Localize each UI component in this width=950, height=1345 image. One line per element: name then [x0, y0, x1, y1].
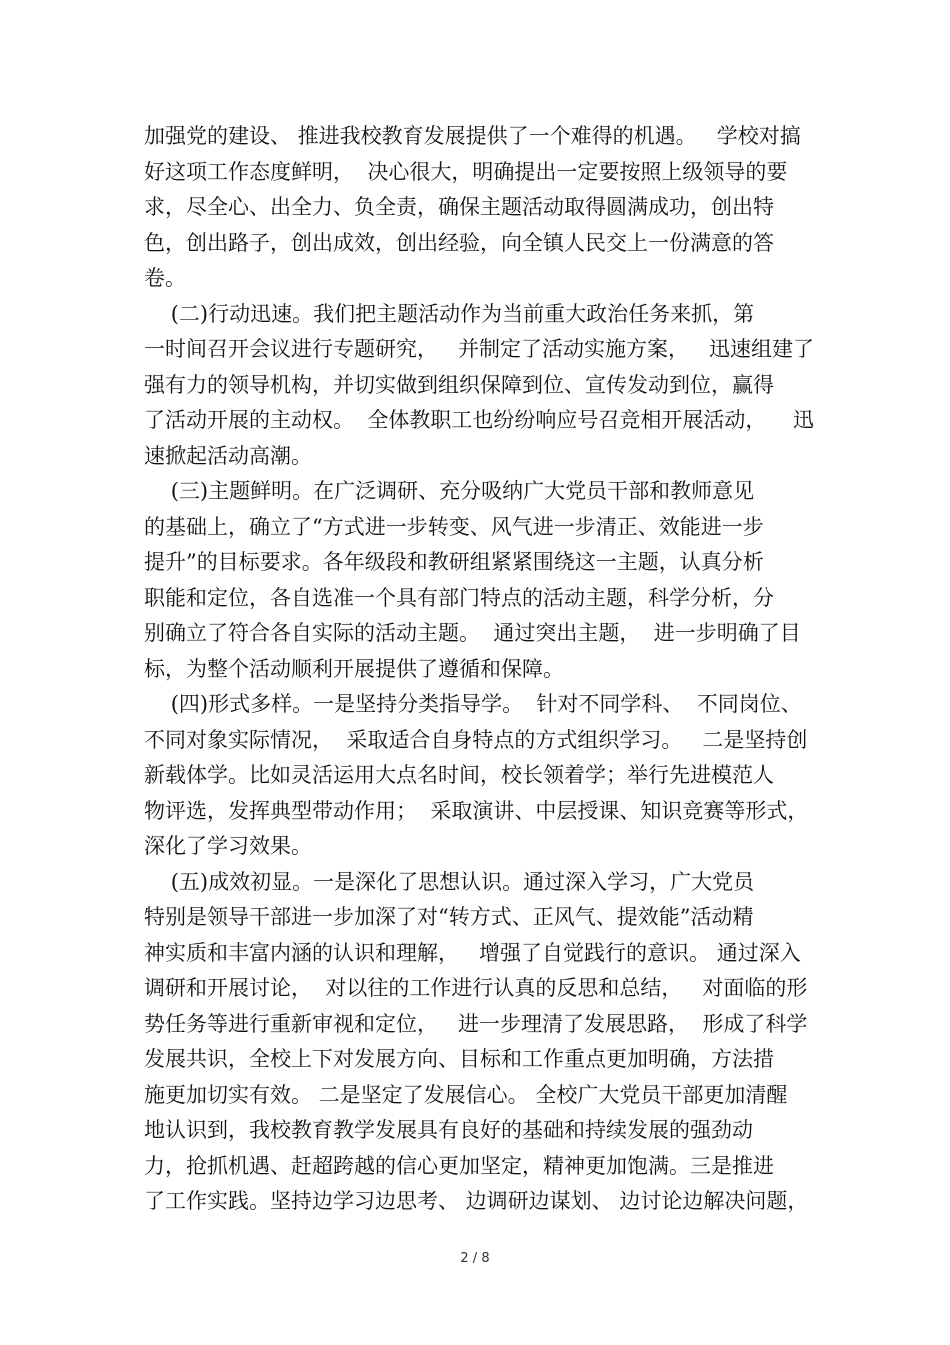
text-line: 了活动开展的主动权。 全体教职工也纷纷响应号召竞相开展活动， 迅 [144, 408, 815, 432]
text-line: (四)形式多样。一是坚持分类指导学。 针对不同学科、 不同岗位、 [144, 692, 802, 716]
text-line: 新载体学。比如灵活运用大点名时间，校长领着学；举行先进模范人 [144, 763, 774, 787]
text-line: 神实质和丰富内涵的认识和理解， 增强了自觉践行的意识。 通过深入 [144, 940, 801, 965]
text-line: 加强党的建设、 推进我校教育发展提供了一个难得的机遇。 学校对搞 [144, 124, 801, 148]
text-line: 好这项工作态度鲜明， 决心很大，明确提出一定要按照上级领导的要 [144, 159, 788, 184]
page-number: 2 / 8 [460, 1251, 490, 1266]
text-line: 职能和定位，各自选准一个具有部门特点的活动主题，科学分析，分 [144, 585, 774, 610]
text-line: 别确立了符合各自实际的活动主题。 通过突出主题， 进一步明确了目 [144, 621, 801, 645]
document-body [144, 119, 844, 1220]
text-line: 了工作实践。坚持边学习边思考、 边调研边谋划、 边讨论边解决问题， [144, 1189, 809, 1213]
text-line: 施更加切实有效。 二是坚定了发展信心。 全校广大党员干部更加清醒 [144, 1082, 788, 1107]
text-line: 的基础上，确立了“方式进一步转变、风气进一步清正、效能进一步 [144, 514, 764, 539]
text-line: 速掀起活动高潮。 [144, 443, 312, 468]
text-line: 势任务等进行重新审视和定位， 进一步理清了发展思路， 形成了科学 [144, 1011, 808, 1036]
text-line: 深化了学习效果。 [144, 834, 312, 858]
text-line: 标，为整个活动顺利开展提供了遵循和保障。 [144, 656, 564, 681]
text-line: 色，创出路子，创出成效，创出经验，向全镇人民交上一份满意的答 [144, 230, 774, 255]
text-line: 提升”的目标要求。各年级段和教研组紧紧围绕这一主题，认真分析 [144, 550, 764, 574]
text-line: 发展共识，全校上下对发展方向、目标和工作重点更加明确，方法措 [144, 1047, 774, 1071]
text-line: (二)行动迅速。我们把主题活动作为当前重大政治任务来抓，第 [144, 301, 755, 326]
text-line: 地认识到，我校教育教学发展具有良好的基础和持续发展的强劲动 [144, 1118, 753, 1142]
text-line: 特别是领导干部进一步加深了对“转方式、正风气、提效能”活动精 [144, 905, 754, 929]
text-line: 求，尽全心、出全力、负全责，确保主题活动取得圆满成功，创出特 [144, 195, 774, 219]
text-line: 物评选，发挥典型带动作用； 采取演讲、中层授课、知识竞赛等形式， [144, 798, 809, 823]
text-line: 卷。 [144, 266, 186, 290]
text-line: (三)主题鲜明。在广泛调研、充分吸纳广大党员干部和教师意见 [144, 479, 755, 503]
text-line: 不同对象实际情况， 采取适合自身特点的方式组织学习。 二是坚持创 [144, 727, 808, 752]
text-line: 力，抢抓机遇、赶超跨越的信心更加坚定，精神更加饱满。三是推进 [144, 1153, 774, 1178]
text-line: 调研和开展讨论， 对以往的工作进行认真的反思和总结， 对面临的形 [144, 976, 808, 1000]
text-line: (五)成效初显。一是深化了思想认识。通过深入学习，广大党员 [144, 869, 755, 894]
text-line: 强有力的领导机构，并切实做到组织保障到位、宣传发动到位，赢得 [144, 372, 774, 397]
text-line: 一时间召开会议进行专题研究， 并制定了活动实施方案， 迅速组建了 [144, 337, 815, 361]
